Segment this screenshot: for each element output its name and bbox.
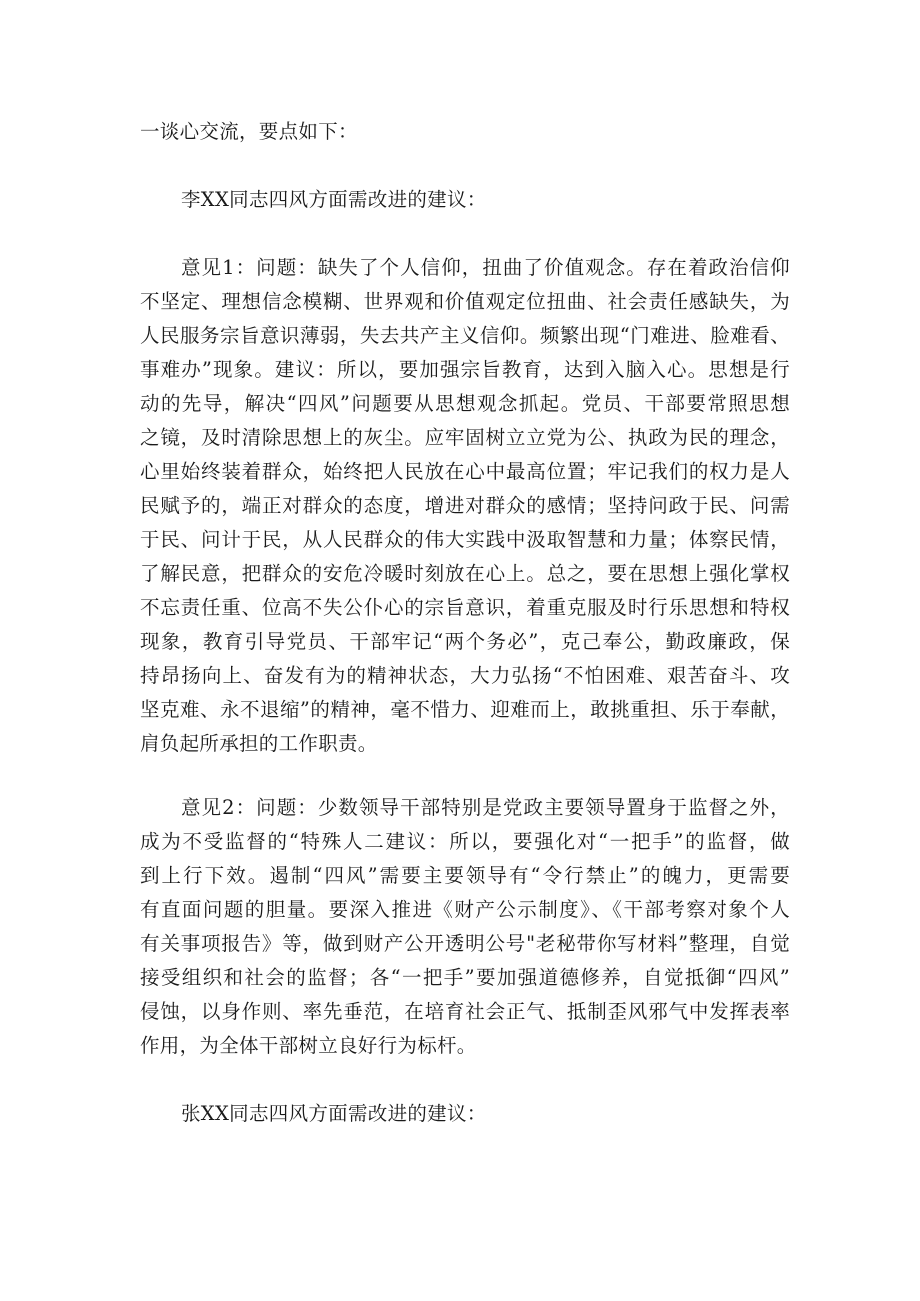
heading-zhang: 张XX同志四风方面需改进的建议： xyxy=(181,1102,487,1125)
paragraph-line: 民赋予的，端正对群众的态度，增进对群众的感情；坚持问政于民、问需 xyxy=(140,494,790,517)
paragraph-line: 了解民意，把群众的安危冷暖时刻放在心上。总之，要在思想上强化掌权 xyxy=(140,562,790,585)
paragraph-line: 于民、问计于民，从人民群众的伟大实践中汲取智慧和力量；体察民情， xyxy=(140,528,790,551)
paragraph-line: 到上行下效。遏制“四风”需要主要领导有“令行禁止”的魄力，更需要 xyxy=(140,864,790,887)
paragraph-line: 意见1：问题：缺失了个人信仰，扭曲了价值观念。存在着政治信仰 xyxy=(181,256,790,279)
paragraph-line: 作用，为全体干部树立良好行为标杆。 xyxy=(140,1034,477,1057)
paragraph-line: 肩负起所承担的工作职责。 xyxy=(140,732,378,755)
paragraph-line: 事难办”现象。建议：所以，要加强宗旨教育，达到入脑入心。思想是行 xyxy=(140,358,790,381)
paragraph-line: 人民服务宗旨意识薄弱，失去共产主义信仰。频繁出现“门难进、脸难看、 xyxy=(140,324,790,347)
paragraph-line: 持昂扬向上、奋发有为的精神状态，大力弘扬“不怕困难、艰苦奋斗、攻 xyxy=(140,664,790,687)
paragraph-line: 不坚定、理想信念模糊、世界观和价值观定位扭曲、社会责任感缺失，为 xyxy=(140,290,790,313)
paragraph-line: 不忘责任重、位高不失公仆心的宗旨意识，着重克服及时行乐思想和特权 xyxy=(140,596,790,619)
paragraph-line: 之镜，及时清除思想上的灰尘。应牢固树立立党为公、执政为民的理念， xyxy=(140,426,790,449)
paragraph-line: 动的先导，解决“四风”问题要从思想观念抓起。党员、干部要常照思想 xyxy=(140,392,790,415)
paragraph-line: 侵蚀，以身作则、率先垂范，在培育社会正气、抵制歪风邪气中发挥表率 xyxy=(140,1000,790,1023)
intro-line: 一谈心交流，要点如下： xyxy=(140,120,358,143)
paragraph-line: 意见2：问题：少数领导干部特别是党政主要领导置身于监督之外， xyxy=(181,796,790,819)
heading-li: 李XX同志四风方面需改进的建议： xyxy=(181,188,487,211)
paragraph-line: 成为不受监督的“特殊人二建议：所以，要强化对“一把手”的监督，做 xyxy=(140,830,790,853)
paragraph-line: 接受组织和社会的监督；各“一把手”要加强道德修养，自觉抵御“四风” xyxy=(140,966,790,989)
paragraph-line: 心里始终装着群众，始终把人民放在心中最高位置；牢记我们的权力是人 xyxy=(140,460,790,483)
paragraph-line: 现象，教育引导党员、干部牢记“两个务必”，克己奉公，勤政廉政，保 xyxy=(140,630,790,653)
paragraph-line: 坚克难、永不退缩”的精神，毫不惜力、迎难而上，敢挑重担、乐于奉献， xyxy=(140,698,790,721)
paragraph-line: 有关事项报告》等，做到财产公开透明公号"老秘带你写材料”整理，自觉 xyxy=(140,932,790,955)
paragraph-line: 有直面问题的胆量。要深入推进《财产公示制度》、《干部考察对象个人 xyxy=(140,898,790,921)
